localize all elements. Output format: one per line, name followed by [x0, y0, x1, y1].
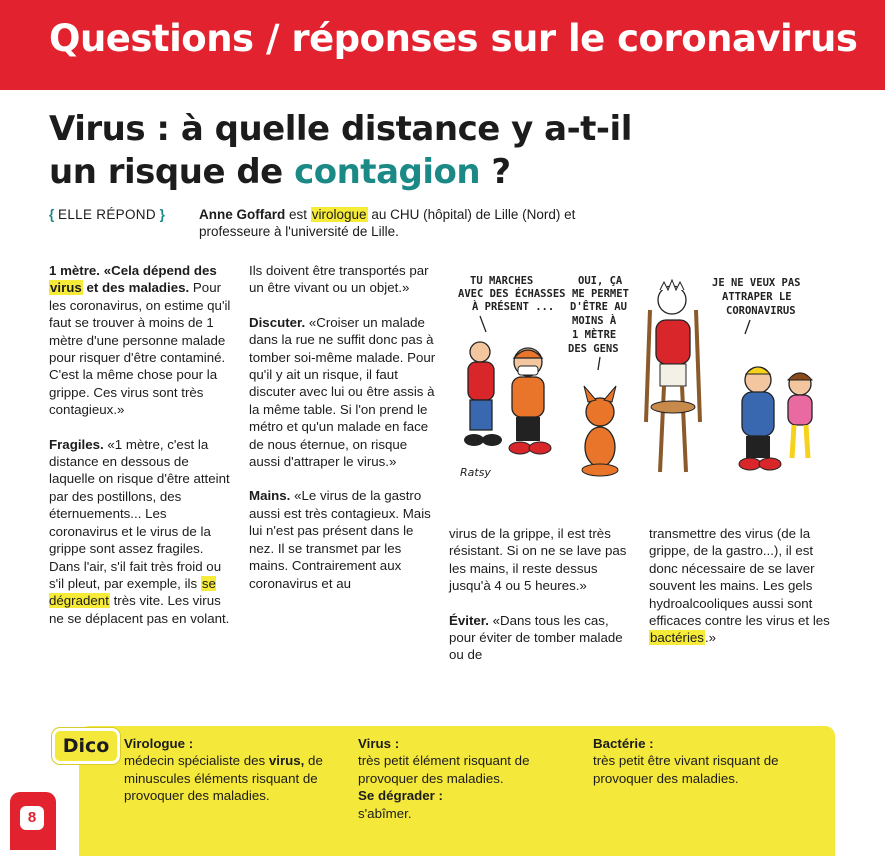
- page-number: 8: [20, 806, 44, 830]
- headline-accent-word: contagion: [294, 152, 481, 192]
- dico-def-virus: très petit élément risquant de provoquer des maladies.: [358, 753, 530, 786]
- character-masked-boy: [509, 348, 551, 454]
- highlight-bacteries: bactéries: [650, 630, 704, 646]
- bubble3-line1: JE NE VEUX PAS: [712, 277, 801, 289]
- cartoon-signature: Ratsy: [460, 466, 491, 479]
- p4-body: «Croiser un malade dans la rue ne suffit donc pas à tomber soi-même malade. Pour qu'il y ait un risque, il faut discuter avec lui ou être assis à la même table. Si l'on prend le métro et qu'un malade en face de nous éternue, on risque aussi d'attraper le virus.»: [249, 314, 436, 470]
- dico-def-virologue-b: virus,: [268, 753, 305, 769]
- article-column-1: [49, 262, 237, 644]
- p8-body-a: transmettre des virus (de la grippe, de la gastro...), il est donc nécessaire de se laver souvent les mains. Les gels hydroalcooliques aussi sont efficaces contre les virus et les: [649, 526, 830, 629]
- headline-line2-suffix: ?: [480, 152, 511, 192]
- character-on-stilts: [646, 280, 700, 472]
- dico-entry-virus: [358, 735, 578, 822]
- bubble2-line3: D'ÊTRE AU: [570, 301, 627, 313]
- bubble3-line3: CORONAVIRUS: [726, 305, 796, 317]
- dico-entry-virologue: [124, 735, 344, 805]
- bubble2-line4: MOINS À: [572, 315, 617, 327]
- dico-term-virologue: Virologue :: [124, 736, 194, 751]
- cartoon-illustration: [450, 262, 835, 494]
- intro-text: [199, 206, 649, 240]
- article-column-4: [649, 525, 835, 664]
- bubble1-line1: TU MARCHES: [470, 275, 534, 287]
- highlight-virologue: virologue: [311, 207, 367, 222]
- intro-text-b: au CHU (hôpital) de Lille (Nord) et professeure à l'université de Lille.: [199, 207, 576, 239]
- character-red-shirt: [464, 342, 502, 446]
- elle-repond-tag: ELLE RÉPOND: [58, 207, 156, 222]
- dico-term-virus: Virus :: [358, 736, 400, 751]
- bubble2-line5: 1 MÈTRE: [572, 329, 617, 341]
- p4-head: Discuter.: [249, 314, 306, 330]
- headline-line2-prefix: un risque de: [49, 152, 295, 192]
- p1-body: Pour les coronavirus, on estime qu'il faut se trouver à moins de 1 mètre d'une personne malade pour risquer d'être contaminé. C'est la même chose pour la grippe. Ces virus sont très contagieux.»: [49, 280, 231, 418]
- paragraph-eviter: [449, 612, 635, 664]
- intro-text-a: est: [285, 207, 311, 222]
- paragraph-mains: [249, 487, 437, 591]
- expert-name: Anne Goffard: [199, 207, 286, 222]
- p1-head-b: «Cela dépend des: [100, 263, 217, 278]
- character-dog: [582, 386, 618, 476]
- headline-line1: Virus : à quelle distance y a-t-il: [49, 109, 632, 149]
- paragraph-1-metre: [49, 262, 237, 419]
- open-brace-icon: {: [49, 207, 55, 222]
- paragraph-discuter: [249, 314, 437, 471]
- p1-head-c: et des maladies.: [82, 280, 190, 296]
- p8-body-b: .»: [704, 630, 717, 646]
- p5-head: Mains.: [249, 488, 291, 504]
- character-pink-girl: [788, 373, 812, 458]
- dico-entry-bacterie: [593, 735, 813, 787]
- p2-body-a: «1 mètre, c'est la distance en dessous de laquelle on risque d'être atteint par des postillons, des éternuements... Les coronavirus et le virus de la grippe sont assez fragiles. Dans l'air, s'il fait très froid ou s'il pleut, par exemple, ils: [49, 436, 230, 591]
- article-column-3: [449, 525, 635, 681]
- bubble2-line6: DES GENS: [568, 343, 619, 355]
- banner-title: Questions / réponses sur le coronavirus: [49, 17, 858, 60]
- bubble2-line1: OUI, ÇA: [578, 275, 623, 287]
- paragraph-continued: Ils doivent être transportés par un être vivant ou un objet.»: [249, 263, 429, 296]
- dico-def-bacterie: très petit être vivant risquant de provoquer des maladies.: [593, 753, 779, 786]
- dico-term-se-degrader: Se dégrader :: [358, 788, 443, 804]
- p7-body: «Dans tous les cas, pour éviter de tomber malade ou de: [449, 612, 623, 663]
- dico-def-se-degrader: s'abîmer.: [358, 805, 412, 821]
- highlight-se-degradent: se dégradent: [49, 575, 216, 609]
- dico-badge: Dico: [52, 728, 120, 764]
- bubble2-line2: ME PERMET: [572, 288, 629, 300]
- paragraph-fragiles: [49, 436, 237, 627]
- p2-head: Fragiles.: [49, 436, 104, 452]
- header-banner: [0, 0, 885, 90]
- bubble3-line2: ATTRAPER LE: [722, 291, 792, 303]
- p2-body-b: très vite. Les virus ne se déplacent pas en volant.: [49, 593, 230, 626]
- article-column-2: [249, 262, 437, 609]
- article-headline: [49, 108, 632, 194]
- paragraph-gastro-continued: virus de la grippe, il est très résistant. Si on ne se lave pas les mains, il reste dessus jusqu'à 4 ou 5 heures.»: [449, 526, 627, 594]
- dico-term-bacterie: Bactérie :: [593, 736, 654, 751]
- paragraph-transmettre: [649, 525, 835, 647]
- dico-def-virologue-c: de minuscules éléments risquant de provoquer des maladies.: [124, 753, 323, 804]
- intro-block: [49, 206, 649, 239]
- character-blue-shirt: [739, 367, 781, 470]
- bubble1-line2: AVEC DES ÉCHASSES: [458, 288, 566, 300]
- p5-body: «Le virus de la gastro aussi est très contagieux. Mais lui n'est pas présent dans le nez. Il se transmet par les mains. Contrairement aux coronavirus et au: [249, 488, 431, 591]
- p1-head-a: 1 mètre.: [49, 263, 100, 278]
- close-brace-icon: }: [159, 207, 165, 222]
- highlight-virus: virus: [50, 280, 82, 296]
- bubble1-line3: À PRÉSENT ...: [472, 301, 555, 313]
- p7-head: Éviter.: [449, 612, 489, 628]
- dico-def-virologue-a: médecin spécialiste des: [124, 753, 269, 769]
